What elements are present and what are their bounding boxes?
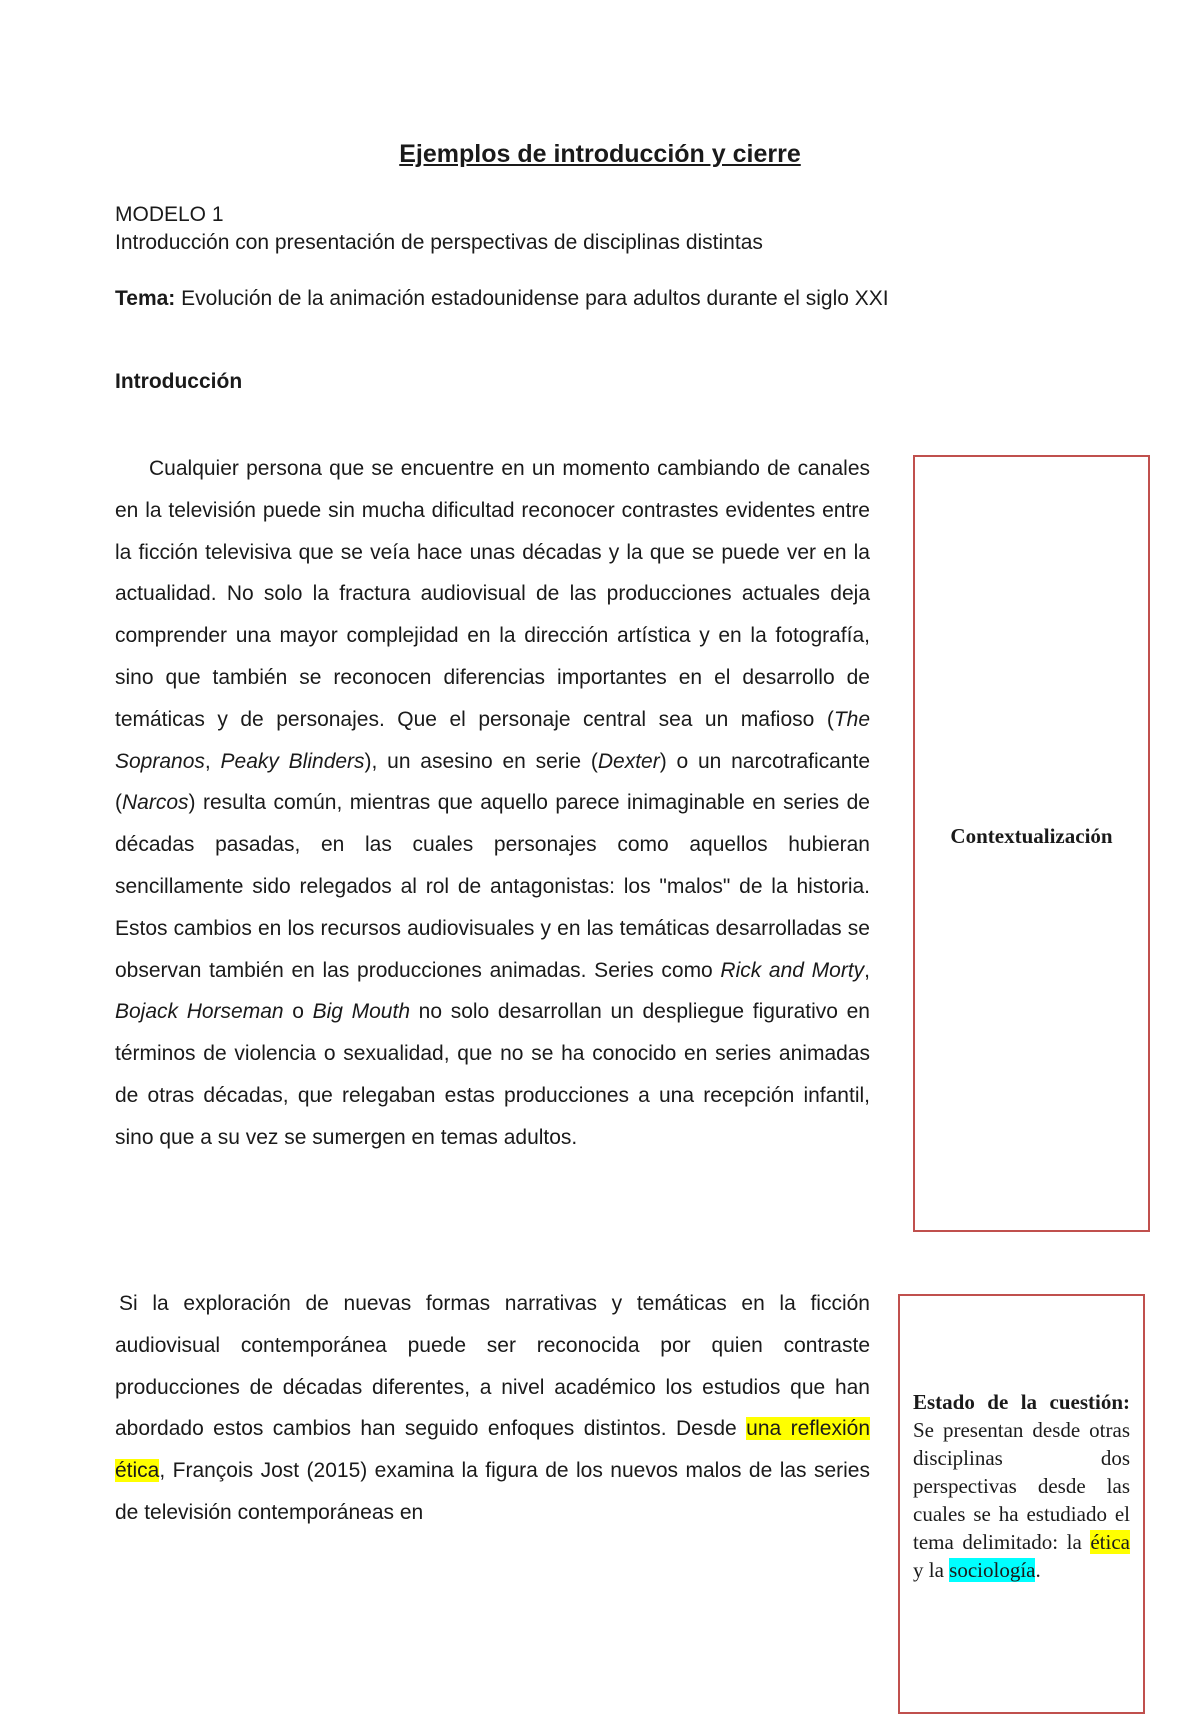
highlight-ethics: ética bbox=[1090, 1530, 1130, 1554]
topic-label: Tema: bbox=[115, 287, 176, 310]
contextualization-label: Contextualización bbox=[950, 824, 1113, 848]
title-dexter: Dexter bbox=[597, 749, 660, 773]
state-of-question-box bbox=[898, 1294, 1145, 1714]
model-label: MODELO 1 bbox=[115, 203, 224, 226]
topic-value: Evolución de la animación estadounidense para adultos durante el siglo XXI bbox=[175, 287, 889, 310]
introduction-paragraph-1: Cualquier persona que se encuentre en un momento cambiando de canales en la televisión puede sin mucha dificultad reconocer contrastes evidentes entre la ficción televisiva que se veía hace unas décadas y la que se puede ver en la actualidad. No solo la fractura audiovisual de las producciones actuales deja comprender una mayor complejidad en la dirección artística y en la fotografía, sino que también se reconocen diferencias importantes en el desarrollo de temáticas y de personajes. Que el personaje central sea un mafioso (The Sopranos, Peaky Blinders), un asesino en serie (Dexter) o un narcotraficante (Narcos) resulta común, mientras que aquello parece inimaginable en series de décadas pasadas, en las cuales personajes como aquellos hubieran sencillamente sido relegados al rol de antagonistas: los "malos" de la historia. Estos cambios en los recursos audiovisuales y en las temáticas desarrolladas se observan también en las producciones animadas. Series como Rick and Morty, Bojack Horseman o Big Mouth no solo desarrollan un despliegue figurativo en términos de violencia o sexualidad, que no se ha conocido en series animadas de otras décadas, que relegaban estas producciones a una recepción infantil, sino que a su vez se sumergen en temas adultos. bbox=[115, 457, 871, 1149]
title-bojack-horseman: Bojack Horseman bbox=[115, 1000, 284, 1024]
page-title: Ejemplos de introducción y cierre bbox=[399, 140, 801, 168]
title-rick-and-morty: Rick and Morty bbox=[720, 958, 865, 982]
introduction-paragraph-2: Si la exploración de nuevas formas narrativas y temáticas en la ficción audiovisual contemporánea puede ser reconocida por quien contraste producciones de décadas diferentes, a nivel académico los estudios que han abordado estos cambios han seguido enfoques distintos. Desde una reflexión ética, François Jost (2015) examina la figura de los nuevos malos de las series de televisión contemporáneas en bbox=[115, 1292, 870, 1524]
title-big-mouth: Big Mouth bbox=[312, 1000, 410, 1024]
topic-line bbox=[115, 287, 889, 311]
highlight-ethics-reflection: una reflexión ética bbox=[115, 1417, 870, 1483]
state-of-question-text: Estado de la cuestión: Se presentan desde otras disciplinas dos perspectivas desde las cuales se ha estudiado el tema delimitado: la ética y la sociología. bbox=[913, 1390, 1130, 1582]
highlight-sociology: sociología bbox=[949, 1558, 1036, 1582]
title-narcos: Narcos bbox=[122, 791, 189, 815]
state-of-question-heading: Estado de la cuestión: bbox=[913, 1390, 1130, 1414]
contextualization-box bbox=[913, 455, 1150, 1232]
title-peaky-blinders: Peaky Blinders bbox=[220, 749, 365, 773]
introduction-heading: Introducción bbox=[115, 370, 243, 393]
title-the-sopranos: The Sopranos bbox=[115, 707, 870, 773]
model-subtitle: Introducción con presentación de perspectivas de disciplinas distintas bbox=[115, 231, 763, 254]
